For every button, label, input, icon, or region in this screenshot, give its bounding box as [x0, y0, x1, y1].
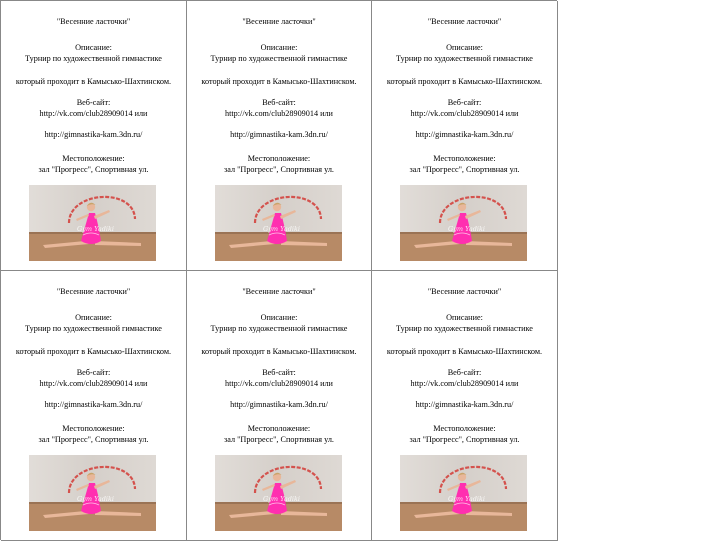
tournament-card — [187, 1, 372, 271]
card-title: "Весенние ласточки" — [56, 287, 131, 296]
tournament-card — [1, 271, 187, 541]
website-link-site[interactable]: http://gimnastika-kam.3dn.ru/ — [44, 130, 143, 139]
website-label: Веб-сайт: — [447, 368, 482, 377]
svg-text:Gym Yadiki: Gym Yadiki — [263, 225, 301, 233]
description-text-continued: который проходит в Камысько-Шахтинском. — [15, 77, 172, 86]
description-text: Турнир по художественной гимнастике — [210, 54, 348, 63]
location-label: Местоположение: — [62, 154, 125, 163]
description-text: Турнир по художественной гимнастике — [25, 324, 162, 333]
svg-text:Gym Yadiki: Gym Yadiki — [77, 225, 115, 233]
tournament-card — [372, 271, 558, 541]
location-text: зал "Прогресс", Спортивная ул. — [224, 435, 334, 444]
card-title: "Весенние ласточки" — [427, 287, 502, 296]
location-label: Местоположение: — [247, 424, 311, 433]
gymnast-photo — [215, 455, 342, 531]
svg-text:Gym Yadiki: Gym Yadiki — [263, 495, 301, 503]
description-label: Описание: — [260, 313, 298, 322]
website-link-vk[interactable]: http://vk.com/club28909014 или — [225, 109, 333, 118]
website-link-site[interactable]: http://gimnastika-kam.3dn.ru/ — [415, 400, 514, 409]
svg-text:Gym Yadiki: Gym Yadiki — [77, 495, 115, 503]
location-label: Местоположение: — [433, 154, 496, 163]
gymnast-photo — [215, 185, 342, 261]
description-text: Турнир по художественной гимнастике — [25, 54, 162, 63]
gymnast-photo — [29, 185, 156, 261]
website-link-vk[interactable]: http://vk.com/club28909014 или — [410, 109, 519, 118]
location-label: Местоположение: — [62, 424, 125, 433]
gymnast-photo — [29, 455, 156, 531]
description-label: Описание: — [75, 43, 112, 52]
website-link-site[interactable]: http://gimnastika-kam.3dn.ru/ — [230, 130, 328, 139]
description-text-continued: который проходит в Камысько-Шахтинском. — [386, 347, 543, 356]
card-title: "Весенние ласточки" — [242, 17, 316, 26]
website-link-vk[interactable]: http://vk.com/club28909014 или — [410, 379, 519, 388]
website-link-vk[interactable]: http://vk.com/club28909014 или — [225, 379, 333, 388]
website-label: Веб-сайт: — [262, 98, 296, 107]
website-link-site[interactable]: http://gimnastika-kam.3dn.ru/ — [44, 400, 143, 409]
card-title: "Весенние ласточки" — [242, 287, 316, 296]
website-label: Веб-сайт: — [447, 98, 482, 107]
website-label: Веб-сайт: — [262, 368, 296, 377]
description-text-continued: который проходит в Камысько-Шахтинском. — [386, 77, 543, 86]
website-label: Веб-сайт: — [76, 98, 111, 107]
location-text: зал "Прогресс", Спортивная ул. — [224, 165, 334, 174]
description-text-continued: который проходит в Камысько-Шахтинском. — [15, 347, 172, 356]
website-link-site[interactable]: http://gimnastika-kam.3dn.ru/ — [415, 130, 514, 139]
location-text: зал "Прогресс", Спортивная ул. — [409, 435, 520, 444]
description-text-continued: который проходит в Камысько-Шахтинском. — [201, 347, 357, 356]
location-text: зал "Прогресс", Спортивная ул. — [38, 435, 149, 444]
website-label: Веб-сайт: — [76, 368, 111, 377]
description-label: Описание: — [75, 313, 112, 322]
svg-text:Gym Yadiki: Gym Yadiki — [448, 495, 486, 503]
website-link-vk[interactable]: http://vk.com/club28909014 или — [39, 379, 148, 388]
description-text: Турнир по художественной гимнастике — [396, 324, 533, 333]
description-text: Турнир по художественной гимнастике — [210, 324, 348, 333]
card-title: "Весенние ласточки" — [427, 17, 502, 26]
website-link-site[interactable]: http://gimnastika-kam.3dn.ru/ — [230, 400, 328, 409]
description-label: Описание: — [446, 313, 483, 322]
location-text: зал "Прогресс", Спортивная ул. — [409, 165, 520, 174]
tournament-card — [372, 1, 558, 271]
location-label: Местоположение: — [433, 424, 496, 433]
tournament-card — [187, 271, 372, 541]
tournament-card — [1, 1, 187, 271]
description-text-continued: который проходит в Камысько-Шахтинском. — [201, 77, 357, 86]
gymnast-photo — [400, 455, 527, 531]
location-text: зал "Прогресс", Спортивная ул. — [38, 165, 149, 174]
website-link-vk[interactable]: http://vk.com/club28909014 или — [39, 109, 148, 118]
location-label: Местоположение: — [247, 154, 311, 163]
description-label: Описание: — [260, 43, 298, 52]
gymnast-photo — [400, 185, 527, 261]
description-label: Описание: — [446, 43, 483, 52]
svg-text:Gym Yadiki: Gym Yadiki — [448, 225, 486, 233]
description-text: Турнир по художественной гимнастике — [396, 54, 533, 63]
card-title: "Весенние ласточки" — [56, 17, 131, 26]
